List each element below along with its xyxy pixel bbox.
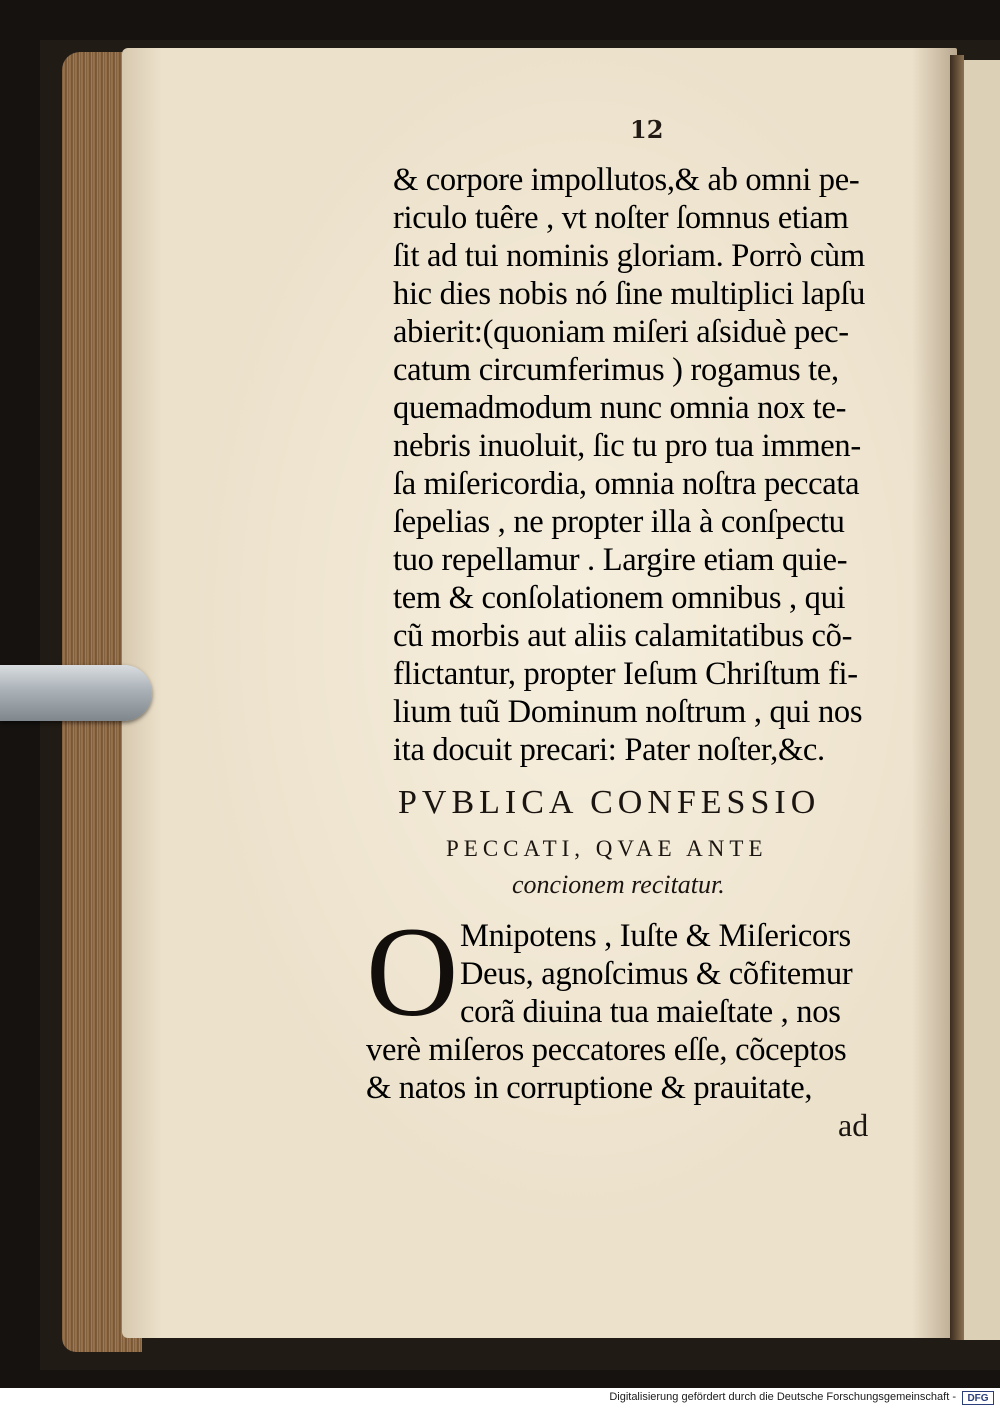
next-page-edge (964, 60, 1000, 1340)
text-line: abierit:(quoniam miſeri aſsiduè pec- (393, 314, 849, 350)
text-line: tem & conſolationem omnibus , qui (393, 580, 846, 616)
page-number: 12 (630, 115, 664, 144)
text-line: ſa miſericordia, omnia noſtra peccata (393, 466, 860, 502)
section-heading: PVBLICA CONFESSIO (398, 784, 821, 821)
footer-bar (0, 1388, 1000, 1408)
funding-notice: Digitalisierung gefördert durch die Deutsche Forschungsgemeinschaft - (609, 1391, 956, 1403)
gutter (950, 55, 964, 1340)
text-line: corã diuina tua maieſtate , nos (460, 994, 841, 1030)
text-line: Mnipotens , Iuſte & Miſericors (460, 918, 851, 954)
text-line: riculo tuêre , vt noſter ſomnus etiam (393, 200, 849, 236)
text-line: flictantur, propter Ieſum Chriſtum fi- (393, 656, 858, 692)
text-line: verè miſeros peccatores eſſe, cõceptos (366, 1032, 847, 1068)
text-line: ſit ad tui nominis gloriam. Porrò cùm (393, 238, 865, 274)
text-line: ita docuit precari: Pater noſter,&c. (393, 732, 825, 768)
dfg-logo: DFG (962, 1391, 994, 1405)
drop-capital: O (366, 901, 459, 1043)
text-line: catum circumferimus ) rogamus te, (393, 352, 839, 388)
text-line: cũ morbis aut aliis calamitatibus cõ- (393, 618, 853, 654)
catchword: ad (838, 1107, 869, 1143)
text-line: & natos in corruptione & prauitate, (366, 1070, 813, 1106)
text-line: quemadmodum nunc omnia nox te- (393, 390, 847, 426)
section-caption: concionem recitatur. (512, 870, 725, 899)
text-line: tuo repellamur . Largire etiam quie- (393, 542, 848, 578)
text-line: Deus, agnoſcimus & cõfitemur (460, 956, 853, 992)
text-line: lium tuũ Dominum noſtrum , qui nos (393, 694, 863, 730)
section-subheading: PECCATI, QVAE ANTE (446, 836, 768, 861)
text-line: nebris inuoluit, ſic tu pro tua immen- (393, 428, 861, 464)
text-line: hic dies nobis nó ſine multiplici lapſu (393, 276, 866, 312)
text-line: ſepelias , ne propter illa à conſpectu (393, 504, 845, 540)
text-line: & corpore impollutos,& ab omni pe- (393, 162, 860, 198)
page-holder-clip (0, 665, 152, 721)
